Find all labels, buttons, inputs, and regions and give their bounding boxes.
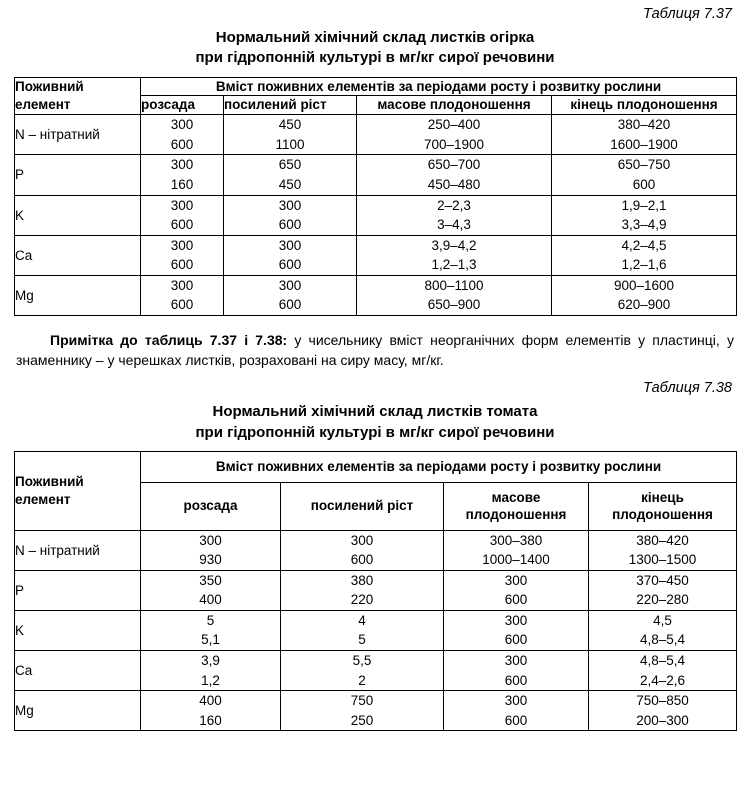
- value-denominator: 3–4,3: [437, 217, 471, 233]
- value-numerator: 5,5: [352, 653, 372, 668]
- value-denominator: 600: [504, 632, 528, 648]
- value-numerator: 300: [170, 197, 194, 213]
- value-denominator: 160: [199, 712, 222, 728]
- row-value: [589, 530, 737, 570]
- table-header-row: [15, 77, 737, 96]
- value-numerator: 4,2–4,5: [621, 237, 667, 253]
- row-value: [141, 195, 224, 235]
- row-value: [444, 570, 589, 610]
- value-numerator: 370–450: [636, 572, 689, 588]
- note-text: у чисельнику вміст неорганічних форм елементів у пластинці, у знаменнику – у черешках листків, розраховані на сиру масу, мг/кг.: [16, 331, 734, 369]
- row-value: [589, 610, 737, 650]
- subheader-kinets-plodonoshennia: кінець плодоношення: [552, 96, 737, 115]
- value-denominator: 450–480: [427, 176, 481, 192]
- value-denominator: 220: [350, 592, 374, 608]
- value-denominator: 1100: [275, 136, 305, 152]
- row-value: [444, 691, 589, 731]
- row-element: N – нітратний: [15, 115, 141, 155]
- subheader-line1: кінець: [641, 489, 684, 505]
- row-element: P: [15, 570, 141, 610]
- row-value: [141, 530, 281, 570]
- row-value: [589, 570, 737, 610]
- row-element: N – нітратний: [15, 530, 141, 570]
- header-element-line1: Поживний: [15, 78, 84, 94]
- subheader-masove-plodonoshennia: [444, 482, 589, 530]
- table-row: [15, 195, 737, 235]
- value-denominator: 930: [199, 552, 222, 568]
- row-value: [281, 570, 444, 610]
- value-denominator: 1000–1400: [482, 552, 550, 568]
- row-value: [141, 570, 281, 610]
- row-value: [444, 530, 589, 570]
- row-value: [141, 275, 224, 315]
- row-value: [357, 155, 552, 195]
- note-bold-label: Примітка до таблиць 7.37 і 7.38:: [50, 331, 288, 348]
- table-row: [15, 610, 737, 650]
- value-denominator: 600: [170, 136, 194, 152]
- value-numerator: 650–750: [617, 157, 671, 173]
- value-numerator: 4,5: [653, 612, 672, 628]
- value-denominator: 620–900: [617, 297, 671, 313]
- row-element: K: [15, 610, 141, 650]
- value-denominator: 600: [350, 552, 374, 568]
- row-value: [552, 195, 737, 235]
- value-denominator: 650–900: [427, 297, 481, 313]
- value-denominator: 1300–1500: [628, 552, 697, 568]
- value-numerator: 300: [278, 277, 302, 293]
- table-title-738-line1: Нормальний хімічний склад листків томата: [212, 403, 538, 421]
- row-value: [141, 155, 224, 195]
- value-denominator: 220–280: [636, 592, 689, 608]
- value-denominator: 600: [504, 672, 528, 688]
- table-title-737: [14, 28, 736, 69]
- value-numerator: 300: [170, 157, 194, 173]
- value-numerator: 300: [504, 572, 528, 588]
- header-element-line1: Поживний: [15, 473, 84, 489]
- row-element: Ca: [15, 235, 141, 275]
- row-value: [224, 115, 357, 155]
- value-denominator: 600: [278, 257, 302, 273]
- value-numerator: 300: [199, 532, 222, 548]
- row-value: [141, 691, 281, 731]
- row-value: [552, 155, 737, 195]
- value-numerator: 650–700: [427, 157, 481, 173]
- subheader-posylenyi-rist: посилений ріст: [224, 96, 357, 115]
- value-denominator: 600: [278, 297, 302, 313]
- table-row: [15, 155, 737, 195]
- subheader-line1: масове: [491, 489, 541, 505]
- header-cell-element: [15, 451, 141, 530]
- value-numerator: 750: [350, 693, 374, 709]
- row-value: [552, 275, 737, 315]
- table-737: [14, 77, 737, 316]
- value-numerator: 4: [358, 612, 366, 628]
- value-denominator: 5: [358, 632, 366, 648]
- subheader-line2: плодоношення: [465, 507, 567, 523]
- row-value: [357, 235, 552, 275]
- row-value: [141, 651, 281, 691]
- subheader-masove-plodonoshennia: масове плодоношення: [357, 96, 552, 115]
- value-numerator: 380: [350, 572, 374, 588]
- value-numerator: 300: [504, 612, 528, 628]
- table-note: [14, 330, 736, 371]
- value-numerator: 350: [199, 572, 222, 588]
- header-cell-group: Вміст поживних елементів за періодами росту і розвитку рослини: [141, 77, 737, 96]
- value-denominator: 600: [504, 712, 528, 728]
- value-denominator: 600: [504, 592, 528, 608]
- value-denominator: 400: [199, 592, 222, 608]
- table-title-737-line1: Нормальний хімічний склад листків огірка: [215, 29, 535, 46]
- value-denominator: 200–300: [636, 712, 689, 728]
- value-numerator: 300: [504, 693, 528, 709]
- value-denominator: 5,1: [201, 632, 220, 648]
- value-numerator: 3,9–4,2: [431, 237, 477, 253]
- value-denominator: 450: [278, 176, 302, 192]
- value-denominator: 600: [170, 257, 194, 273]
- header-element-line2: елемент: [15, 491, 71, 507]
- row-element: Mg: [15, 275, 141, 315]
- table-row: [15, 275, 737, 315]
- value-numerator: 300: [170, 117, 194, 133]
- value-denominator: 1,2–1,6: [621, 257, 667, 273]
- value-numerator: 300: [170, 277, 194, 293]
- row-value: [141, 235, 224, 275]
- value-numerator: 650: [278, 157, 302, 173]
- value-numerator: 4,8–5,4: [639, 653, 686, 668]
- row-value: [357, 195, 552, 235]
- value-numerator: 400: [199, 693, 222, 709]
- row-element: K: [15, 195, 141, 235]
- header-cell-element: [15, 77, 141, 115]
- subheader-kinets-plodonoshennia: [589, 482, 737, 530]
- row-value: [224, 235, 357, 275]
- value-numerator: 5: [206, 612, 215, 628]
- value-numerator: 3,9: [201, 653, 220, 668]
- value-numerator: 800–1100: [424, 277, 484, 293]
- row-value: [224, 275, 357, 315]
- value-numerator: 1,9–2,1: [621, 197, 667, 213]
- subheader-rozsada: розсада: [141, 482, 281, 530]
- table-title-737-line2: при гідропонній культурі в мг/кг сирої речовини: [195, 49, 555, 67]
- value-denominator: 1600–1900: [610, 136, 678, 152]
- row-element: P: [15, 155, 141, 195]
- value-denominator: 600: [170, 217, 194, 233]
- table-header-row: [15, 451, 737, 482]
- row-value: [552, 115, 737, 155]
- header-cell-group: Вміст поживних елементів за періодами росту і розвитку рослини: [141, 451, 737, 482]
- table-title-738: [14, 402, 736, 443]
- value-denominator: 250: [350, 712, 374, 728]
- value-denominator: 600: [170, 297, 194, 313]
- value-denominator: 160: [170, 176, 194, 192]
- header-element-line2: елемент: [15, 96, 71, 112]
- table-row: [15, 651, 737, 691]
- table-row: [15, 570, 737, 610]
- row-value: [281, 610, 444, 650]
- table-row: [15, 530, 737, 570]
- table-caption-738: Таблиця 7.38: [643, 380, 732, 397]
- row-value: [589, 691, 737, 731]
- value-numerator: 900–1600: [613, 277, 675, 293]
- table-caption-737: Таблиця 7.37: [643, 6, 732, 22]
- value-numerator: 250–400: [427, 117, 481, 133]
- value-denominator: 1,2: [201, 672, 220, 688]
- row-value: [224, 155, 357, 195]
- value-numerator: 300–380: [489, 532, 543, 548]
- table-row: [15, 691, 737, 731]
- subheader-posylenyi-rist: посилений ріст: [281, 482, 444, 530]
- subheader-line2: плодоношення: [612, 507, 713, 523]
- table-title-738-line2: при гідропонній культурі в мг/кг сирої речовини: [195, 423, 555, 441]
- value-denominator: 2: [358, 672, 366, 688]
- value-denominator: 1,2–1,3: [431, 257, 477, 273]
- value-numerator: 300: [170, 237, 194, 253]
- value-numerator: 750–850: [636, 693, 689, 709]
- row-value: [357, 275, 552, 315]
- row-value: [444, 610, 589, 650]
- table-738: [14, 451, 737, 731]
- value-denominator: 3,3–4,9: [621, 217, 667, 233]
- table-row: [15, 235, 737, 275]
- value-numerator: 300: [278, 237, 302, 253]
- row-value: [589, 651, 737, 691]
- row-value: [357, 115, 552, 155]
- row-value: [281, 530, 444, 570]
- value-numerator: 300: [504, 653, 528, 668]
- row-element: Ca: [15, 651, 141, 691]
- row-element: Mg: [15, 691, 141, 731]
- subheader-rozsada: розсада: [141, 96, 224, 115]
- row-value: [444, 651, 589, 691]
- value-denominator: 600: [278, 217, 302, 233]
- value-numerator: 300: [278, 197, 302, 213]
- value-denominator: 700–1900: [423, 136, 485, 152]
- value-numerator: 2–2,3: [437, 197, 471, 213]
- value-denominator: 2,4–2,6: [639, 672, 686, 688]
- row-value: [141, 610, 281, 650]
- row-value: [552, 235, 737, 275]
- value-denominator: 4,8–5,4: [639, 632, 686, 648]
- row-value: [224, 195, 357, 235]
- value-numerator: 300: [350, 532, 374, 548]
- row-value: [141, 115, 224, 155]
- row-value: [281, 691, 444, 731]
- table-row: [15, 115, 737, 155]
- value-denominator: 600: [632, 176, 656, 192]
- row-value: [281, 651, 444, 691]
- value-numerator: 380–420: [617, 117, 671, 133]
- value-numerator: 380–420: [636, 532, 689, 548]
- value-numerator: 450: [278, 117, 302, 133]
